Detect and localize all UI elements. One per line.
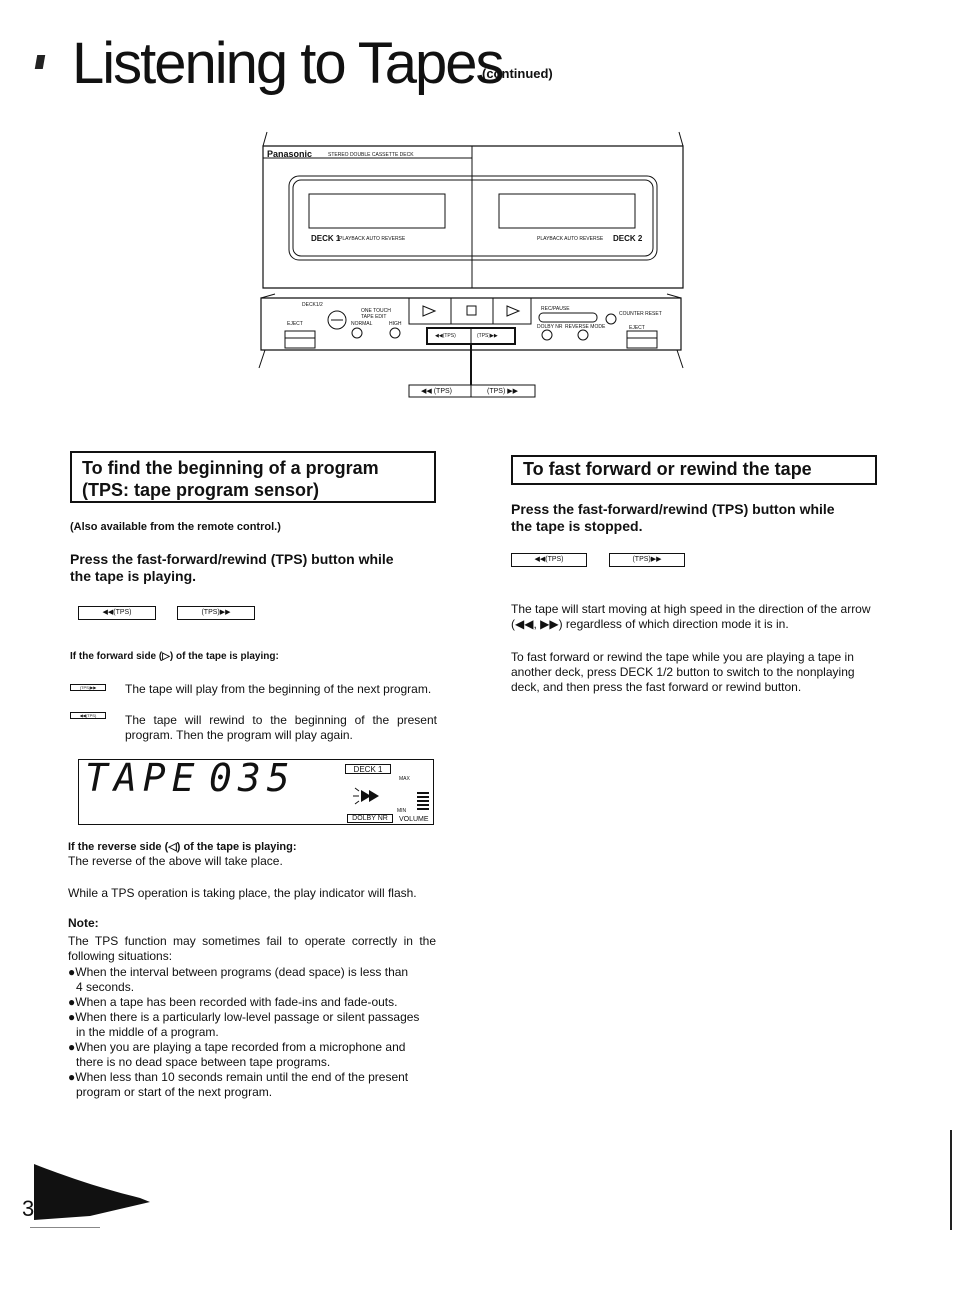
note-bullet-text: ●When the interval between programs (dead space) is less than (68, 965, 409, 979)
note-bullet-text: ●When there is a particularly low-level passage or silent passages (68, 1010, 420, 1024)
page-edge-line (950, 1130, 952, 1230)
note-bullet-text: in the middle of a program. (76, 1025, 219, 1039)
tape-display-panel (78, 756, 434, 825)
note-bullet (68, 995, 436, 1010)
display-max: MAX (399, 776, 410, 782)
page-corner-tab-graphic (30, 1158, 160, 1228)
cassette-deck-outline (255, 128, 695, 400)
note-bullet-text: ●When you are playing a tape recorded from a microphone and (68, 1040, 406, 1054)
ff-tps-button[interactable]: (TPS)▶▶ (177, 606, 255, 620)
note-bullet (68, 1010, 436, 1040)
left-instruction-line1: Press the fast-forward/rewind (TPS) button while (70, 551, 394, 567)
note-bullet-list (68, 965, 436, 1100)
right-instruction (511, 501, 835, 535)
rew-text-line2: program. Then the program will play again. (125, 728, 353, 742)
reverse-side-text: The reverse of the above will take place. (68, 854, 283, 868)
display-tape-word: TAPE (85, 756, 201, 800)
display-counter: 035 (209, 756, 296, 800)
display-min: MIN (397, 808, 407, 814)
volume-bars-icon (409, 782, 433, 812)
note-intro (68, 934, 436, 964)
note-bullet (68, 1040, 436, 1070)
note-bullet-text: ●When less than 10 seconds remain until the end of the present (68, 1070, 409, 1084)
rew-tps-button[interactable]: ◀◀(TPS) (78, 606, 156, 620)
eject-left-label: EJECT (287, 321, 303, 327)
deck2-label: DECK 2 (613, 234, 643, 243)
deck-selector-label: DECK1/2 (302, 302, 323, 308)
normal-label: NORMAL (351, 321, 373, 327)
rew-tps-icon: ◀◀(TPS) (70, 712, 106, 719)
note-bullet (68, 965, 436, 995)
right-rew-tps-button[interactable]: ◀◀(TPS) (511, 553, 587, 567)
rew-small-label: ◀◀(TPS) (435, 333, 456, 339)
tps-flash-text: While a TPS operation is taking place, the play indicator will flash. (68, 886, 417, 900)
page-number: 3 (22, 1196, 35, 1221)
deck2-sub: PLAYBACK AUTO REVERSE (537, 236, 604, 242)
left-instruction-line2: the tape is playing. (70, 568, 197, 584)
left-section-heading (70, 451, 436, 503)
rec-pause-label: REC/PAUSE (541, 306, 570, 312)
page-title: Listening to Tapes (72, 31, 503, 96)
right-p2-line1: To fast forward or rewind the tape while you are playing a tape in (511, 650, 854, 664)
play-indicator-icon (349, 782, 389, 812)
right-p1-line2: (◀◀, ▶▶) regardless of which direction mode it is in. (511, 617, 789, 631)
right-p2-line3: deck, and then press the fast forward or rewind button. (511, 680, 802, 694)
cassette-deck-illustration (255, 128, 695, 400)
note-intro-line2: following situations: (68, 949, 173, 963)
device-brand: Panasonic (267, 149, 313, 159)
right-instruction-line1: Press the fast-forward/rewind (TPS) button while (511, 501, 835, 517)
note-bullet-text: program or start of the next program. (76, 1085, 273, 1099)
ff-text: The tape will play from the beginning of the next program. (125, 682, 432, 696)
forward-side-heading: If the forward side (▷) of the tape is playing: (70, 651, 279, 662)
right-p1-line1: The tape will start moving at high speed in the direction of the arrow (511, 602, 871, 616)
note-bullet (68, 1070, 436, 1100)
display-volume: VOLUME (399, 816, 429, 823)
title-bullet-mark (35, 55, 45, 69)
page-subtitle: (continued) (482, 66, 553, 81)
right-p1 (511, 602, 871, 632)
note-bullet-text: there is no dead space between tape programs. (76, 1055, 331, 1069)
right-instruction-line2: the tape is stopped. (511, 518, 643, 534)
left-heading-line2: (TPS: tape program sensor) (82, 480, 320, 500)
reverse-mode-label: REVERSE MODE (565, 324, 606, 330)
right-p2-line2: another deck, press DECK 1/2 button to switch to the nonplaying (511, 665, 855, 679)
right-section-heading: To fast forward or rewind the tape (511, 455, 877, 485)
reverse-side-heading: If the reverse side (◁) of the tape is playing: (68, 841, 297, 853)
rew-callout-label: ◀◀ (TPS) (421, 388, 452, 395)
note-bullet-text: ●When a tape has been recorded with fade-ins and fade-outs. (68, 995, 398, 1009)
counter-reset-label: COUNTER RESET (619, 311, 662, 317)
rew-text-line1: The tape will rewind to the beginning of the present (125, 713, 437, 727)
ff-callout-label: (TPS) ▶▶ (487, 388, 518, 395)
remote-note: (Also available from the remote control.) (70, 521, 281, 533)
deck1-sub: PLAYBACK AUTO REVERSE (339, 236, 406, 242)
rew-text (125, 713, 437, 743)
note-bullet-text: 4 seconds. (76, 980, 135, 994)
eject-right-label: EJECT (629, 325, 645, 331)
ff-small-label: (TPS)▶▶ (477, 333, 498, 339)
right-ff-tps-button[interactable]: (TPS)▶▶ (609, 553, 685, 567)
left-instruction (70, 551, 394, 585)
one-touch-label: ONE TOUCH TAPE EDIT (361, 308, 391, 320)
note-heading: Note: (68, 916, 99, 930)
deck1-label: DECK 1 (311, 234, 341, 243)
note-intro-line1: The TPS function may sometimes fail to operate correctly in the (68, 934, 436, 948)
right-p2 (511, 650, 855, 695)
device-model: STEREO DOUBLE CASSETTE DECK (328, 152, 414, 158)
display-dolby: DOLBY NR (347, 814, 393, 823)
left-heading-line1: To find the beginning of a program (82, 458, 379, 478)
high-label: HIGH (389, 321, 402, 327)
display-deck-badge: DECK 1 (345, 764, 391, 774)
dolby-nr-label: DOLBY NR (537, 324, 563, 330)
ff-tps-icon: (TPS)▶▶ (70, 684, 106, 691)
